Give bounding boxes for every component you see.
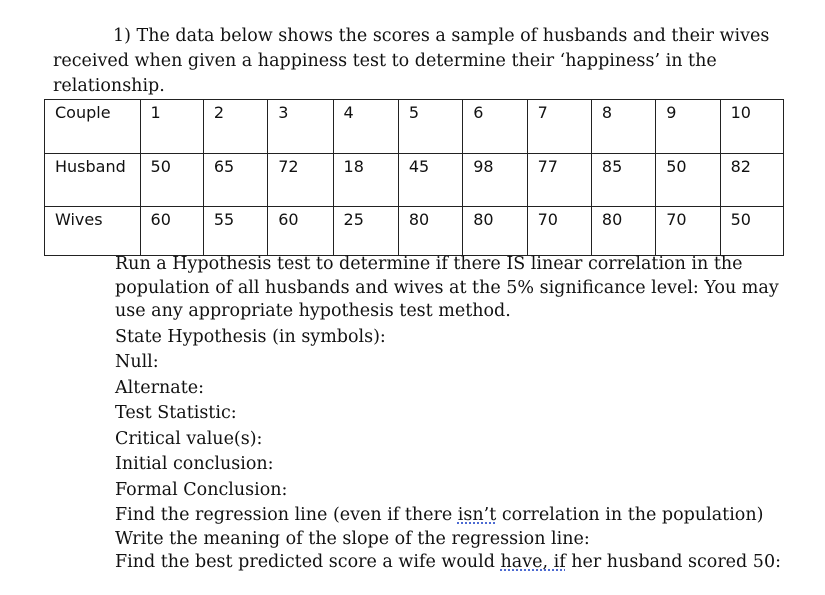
spellcheck-word-have-if: have, if [500,552,566,572]
table-cell: 4 [333,100,398,154]
table-cell: 50 [720,207,783,256]
null-hypothesis-prompt: Null: [115,352,159,372]
table-cell: 70 [656,207,720,256]
state-hypothesis-prompt: State Hypothesis (in symbols): [115,326,386,347]
table-cell: 70 [527,207,591,256]
alternate-hypothesis-prompt: Alternate: [115,377,204,398]
scores-table [44,99,784,256]
table-cell: 72 [268,154,333,207]
table-cell: 9 [656,100,720,154]
critical-values-prompt: Critical value(s): [115,428,263,449]
row-label-husband: Husband [45,154,141,207]
row-label-wives: Wives [45,207,141,256]
table-cell: 65 [203,154,267,207]
table-cell: 98 [463,154,527,207]
table-cell: 1 [140,100,203,154]
table-cell: 6 [463,100,527,154]
intro-line-3: relationship. [53,76,165,96]
table-row-wives [45,207,784,256]
table-cell: 60 [140,207,203,256]
table-cell: 85 [591,154,655,207]
table-row-couple [45,100,784,154]
slope-meaning-prompt: Write the meaning of the slope of the regression line: [115,528,590,549]
table-row-husband [45,154,784,207]
test-statistic-prompt: Test Statistic: [115,403,237,423]
table-cell: 3 [268,100,333,154]
regression-text-start: Find the regression line (even if there [115,505,458,525]
table-cell: 50 [656,154,720,207]
table-cell: 45 [398,154,462,207]
regression-text-end: correlation in the population) [496,505,764,525]
table-cell: 80 [591,207,655,256]
table-cell: 82 [720,154,783,207]
initial-conclusion-prompt: Initial conclusion: [115,454,274,474]
table-cell: 5 [398,100,462,154]
predicted-score-prompt [115,551,805,575]
formal-conclusion-prompt: Formal Conclusion: [115,479,288,500]
run-test-line-2: population of all husbands and wives at the 5% significance level: You may [115,277,779,298]
question-list [115,253,805,575]
predict-text-start: Find the best predicted score a wife would [115,552,501,572]
table-cell: 25 [333,207,398,256]
table-cell: 7 [527,100,591,154]
spellcheck-word-isnt: isn’t [457,505,497,525]
table-cell: 8 [591,100,655,154]
table-cell: 80 [398,207,462,256]
problem-intro [53,24,788,99]
intro-line-1: 1) The data below shows the scores a sample of husbands and their wives [113,26,770,46]
row-label-couple: Couple [45,100,141,154]
predict-text-end: her husband scored 50: [565,552,781,572]
table-cell: 55 [203,207,267,256]
table-cell: 2 [203,100,267,154]
run-test-line-1: Run a Hypothesis test to determine if there IS linear correlation in the [115,254,743,274]
regression-line-prompt [115,504,805,528]
table-cell: 77 [527,154,591,207]
table-cell: 18 [333,154,398,207]
table-cell: 60 [268,207,333,256]
table-cell: 10 [720,100,783,154]
run-test-line-3: use any appropriate hypothesis test method. [115,301,511,321]
intro-line-2: received when given a happiness test to determine their ‘happiness’ in the [53,51,717,71]
table-cell: 50 [140,154,203,207]
table-cell: 80 [463,207,527,256]
